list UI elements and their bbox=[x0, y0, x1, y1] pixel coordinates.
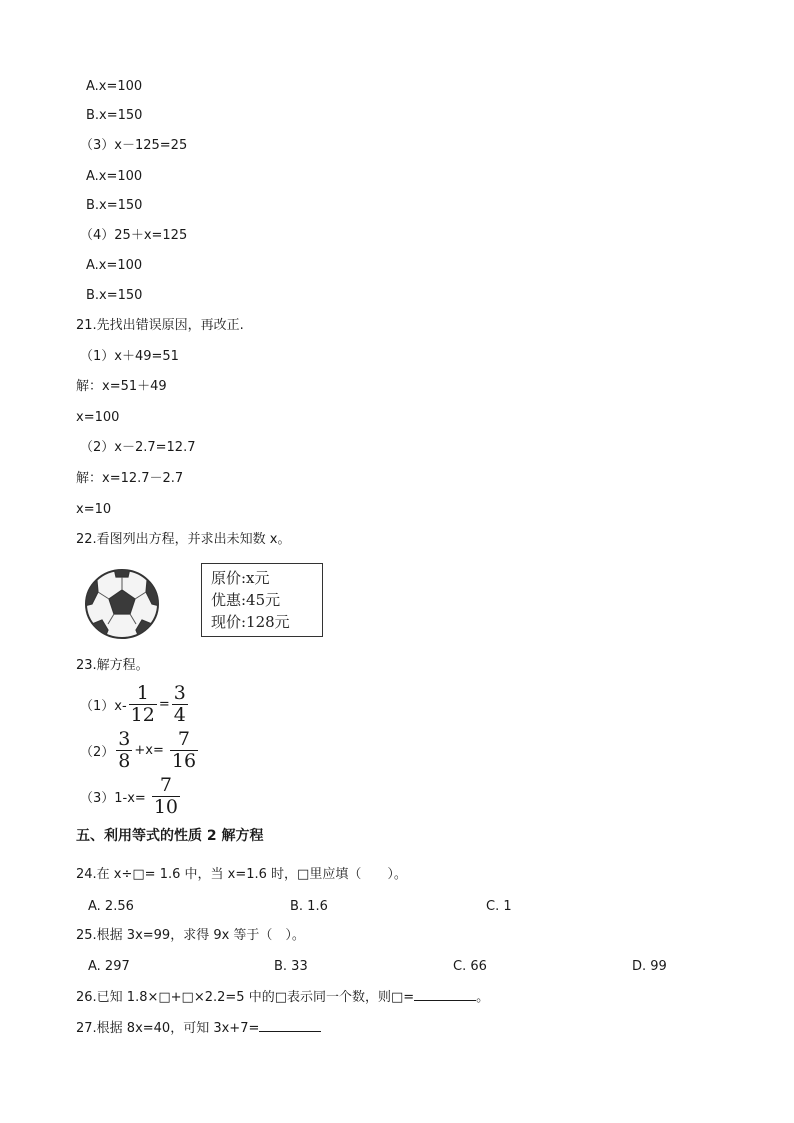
q21-solution-2-step-2: x=10 bbox=[76, 502, 112, 517]
price-info-box bbox=[201, 563, 323, 637]
eq2-fraction-1 bbox=[116, 730, 132, 771]
q25-option-d: D. 99 bbox=[632, 959, 667, 974]
q27-title: 27.根据 8x=40，可知 3x+7= bbox=[76, 1021, 260, 1036]
q27-answer-blank[interactable] bbox=[259, 1019, 321, 1032]
q21-sub-question-1: （1）x＋49=51 bbox=[80, 349, 179, 364]
eq3-fraction-1-denominator: 10 bbox=[153, 796, 179, 818]
q26-answer-blank[interactable] bbox=[414, 988, 476, 1001]
q23-equation-1 bbox=[80, 684, 190, 725]
q24-option-c: C. 1 bbox=[486, 899, 512, 914]
q24-title: 24.在 x÷□= 1.6 中，当 x=1.6 时，□里应填（ ）。 bbox=[76, 867, 407, 882]
q23-equation-3 bbox=[80, 776, 182, 817]
q20-sub-question-4: （4）25＋x=125 bbox=[80, 228, 188, 243]
q24-option-b: B. 1.6 bbox=[290, 899, 328, 914]
q23-title: 23.解方程。 bbox=[76, 658, 149, 673]
q25-option-a: A. 297 bbox=[88, 959, 130, 974]
q23-equation-2 bbox=[80, 730, 200, 771]
eq1-fraction-2-denominator: 4 bbox=[173, 704, 186, 726]
q22-title: 22.看图列出方程，并求出未知数 x。 bbox=[76, 532, 291, 547]
eq3-label: （3）1-x= bbox=[80, 791, 146, 806]
eq1-fraction-1-denominator: 12 bbox=[130, 704, 155, 726]
q20-option-b-3: B.x=150 bbox=[86, 288, 143, 303]
eq2-fraction-1-numerator: 3 bbox=[118, 728, 131, 750]
q21-title: 21.先找出错误原因，再改正. bbox=[76, 318, 244, 333]
q26-tail: 。 bbox=[476, 990, 490, 1005]
q20-option-a-1: A.x=100 bbox=[86, 79, 143, 94]
eq3-fraction-1 bbox=[152, 776, 180, 817]
q21-solution-1-step-2: x=100 bbox=[76, 410, 120, 425]
eq2-middle: +x= bbox=[134, 743, 164, 758]
price-current: 现价:128元 bbox=[211, 613, 290, 631]
price-discount: 优惠:45元 bbox=[211, 591, 281, 609]
eq2-fraction-1-denominator: 8 bbox=[118, 750, 131, 772]
q25-option-b: B. 33 bbox=[274, 959, 308, 974]
eq1-fraction-1-numerator: 1 bbox=[136, 682, 149, 704]
price-original: 原价:x元 bbox=[211, 569, 270, 587]
q24-option-a: A. 2.56 bbox=[88, 899, 134, 914]
eq2-fraction-2-denominator: 16 bbox=[171, 750, 197, 772]
eq1-fraction-2-numerator: 3 bbox=[173, 682, 186, 704]
eq2-fraction-2-numerator: 7 bbox=[177, 728, 190, 750]
eq2-fraction-2 bbox=[170, 730, 198, 771]
q25-title: 25.根据 3x=99，求得 9x 等于（ ）。 bbox=[76, 928, 305, 943]
q20-option-b-2: B.x=150 bbox=[86, 198, 143, 213]
q25-option-c: C. 66 bbox=[453, 959, 487, 974]
q21-solution-2-step-1: 解：x=12.7－2.7 bbox=[76, 471, 184, 486]
q26-title: 26.已知 1.8×□+□×2.2=5 中的□表示同一个数，则□= bbox=[76, 990, 415, 1005]
eq1-equals: = bbox=[158, 697, 170, 712]
eq1-fraction-1 bbox=[129, 684, 157, 725]
q20-option-a-2: A.x=100 bbox=[86, 169, 143, 184]
eq2-label: （2） bbox=[80, 745, 115, 760]
q21-sub-question-2: （2）x－2.7=12.7 bbox=[80, 440, 196, 455]
q20-option-b-1: B.x=150 bbox=[86, 108, 143, 123]
q27-question bbox=[76, 1019, 321, 1038]
soccer-ball-icon bbox=[84, 568, 160, 640]
eq3-fraction-1-numerator: 7 bbox=[159, 774, 172, 796]
q26-question bbox=[76, 988, 489, 1007]
q20-sub-question-3: （3）x－125=25 bbox=[80, 138, 188, 153]
q20-option-a-3: A.x=100 bbox=[86, 258, 143, 273]
eq1-fraction-2 bbox=[172, 684, 188, 725]
eq1-label: （1）x- bbox=[80, 699, 127, 714]
section-5-heading: 五、利用等式的性质 2 解方程 bbox=[76, 828, 264, 844]
q21-solution-1-step-1: 解：x=51＋49 bbox=[76, 379, 167, 394]
